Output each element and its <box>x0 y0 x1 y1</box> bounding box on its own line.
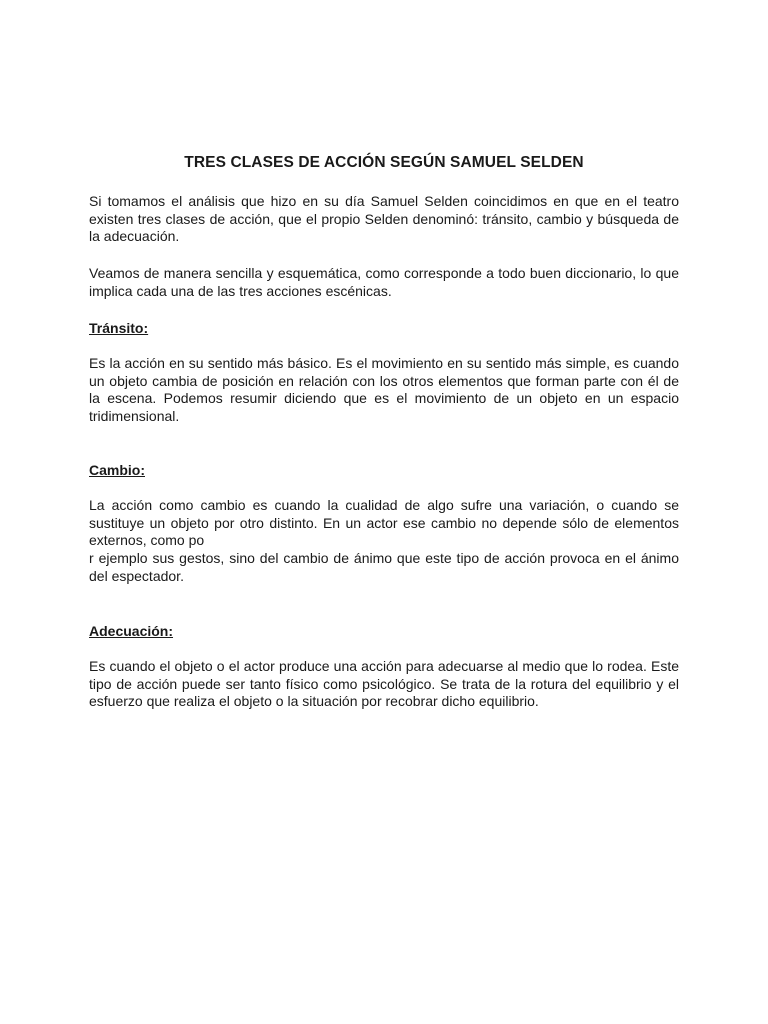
document-title: TRES CLASES DE ACCIÓN SEGÚN SAMUEL SELDEN <box>184 154 584 171</box>
section-heading-cambio: Cambio: <box>89 462 145 478</box>
section-body-cambio-part-1: La acción como cambio es cuando la cualidad de algo sufre una variación, o cuando se sustituye un objeto por otro distinto. En un actor ese cambio no depende sólo de elementos externos, como po <box>89 497 679 548</box>
section-body-transito: Es la acción en su sentido más básico. Es el movimiento en su sentido más simple, es cuando un objeto cambia de posición en relación con los otros elementos que forman parte con él de la escena. Podemos resumir diciendo que es el movimiento de un objeto en un espacio tridimensional. <box>89 355 679 424</box>
intro-paragraph: Si tomamos el análisis que hizo en su día Samuel Selden coincidimos en que en el teatro existen tres clases de acción, que el propio Selden denominó: tránsito, cambio y búsqueda de la adecuación. <box>89 193 679 244</box>
section-body-cambio-part-2: r ejemplo sus gestos, sino del cambio de ánimo que este tipo de acción provoca en el ánimo del espectador. <box>89 550 679 584</box>
section-heading-transito: Tránsito: <box>89 320 149 336</box>
section-heading-adecuacion: Adecuación: <box>89 623 174 639</box>
section-body-adecuacion: Es cuando el objeto o el actor produce una acción para adecuarse al medio que lo rodea. Este tipo de acción puede ser tanto físico como psicológico. Se trata de la rotura del equilibrio y el esfuerzo que realiza el objeto o la situación por recobrar dicho equilibrio. <box>89 658 679 709</box>
overview-paragraph: Veamos de manera sencilla y esquemática, como corresponde a todo buen diccionario, lo que implica cada una de las tres acciones escénicas. <box>89 265 679 299</box>
